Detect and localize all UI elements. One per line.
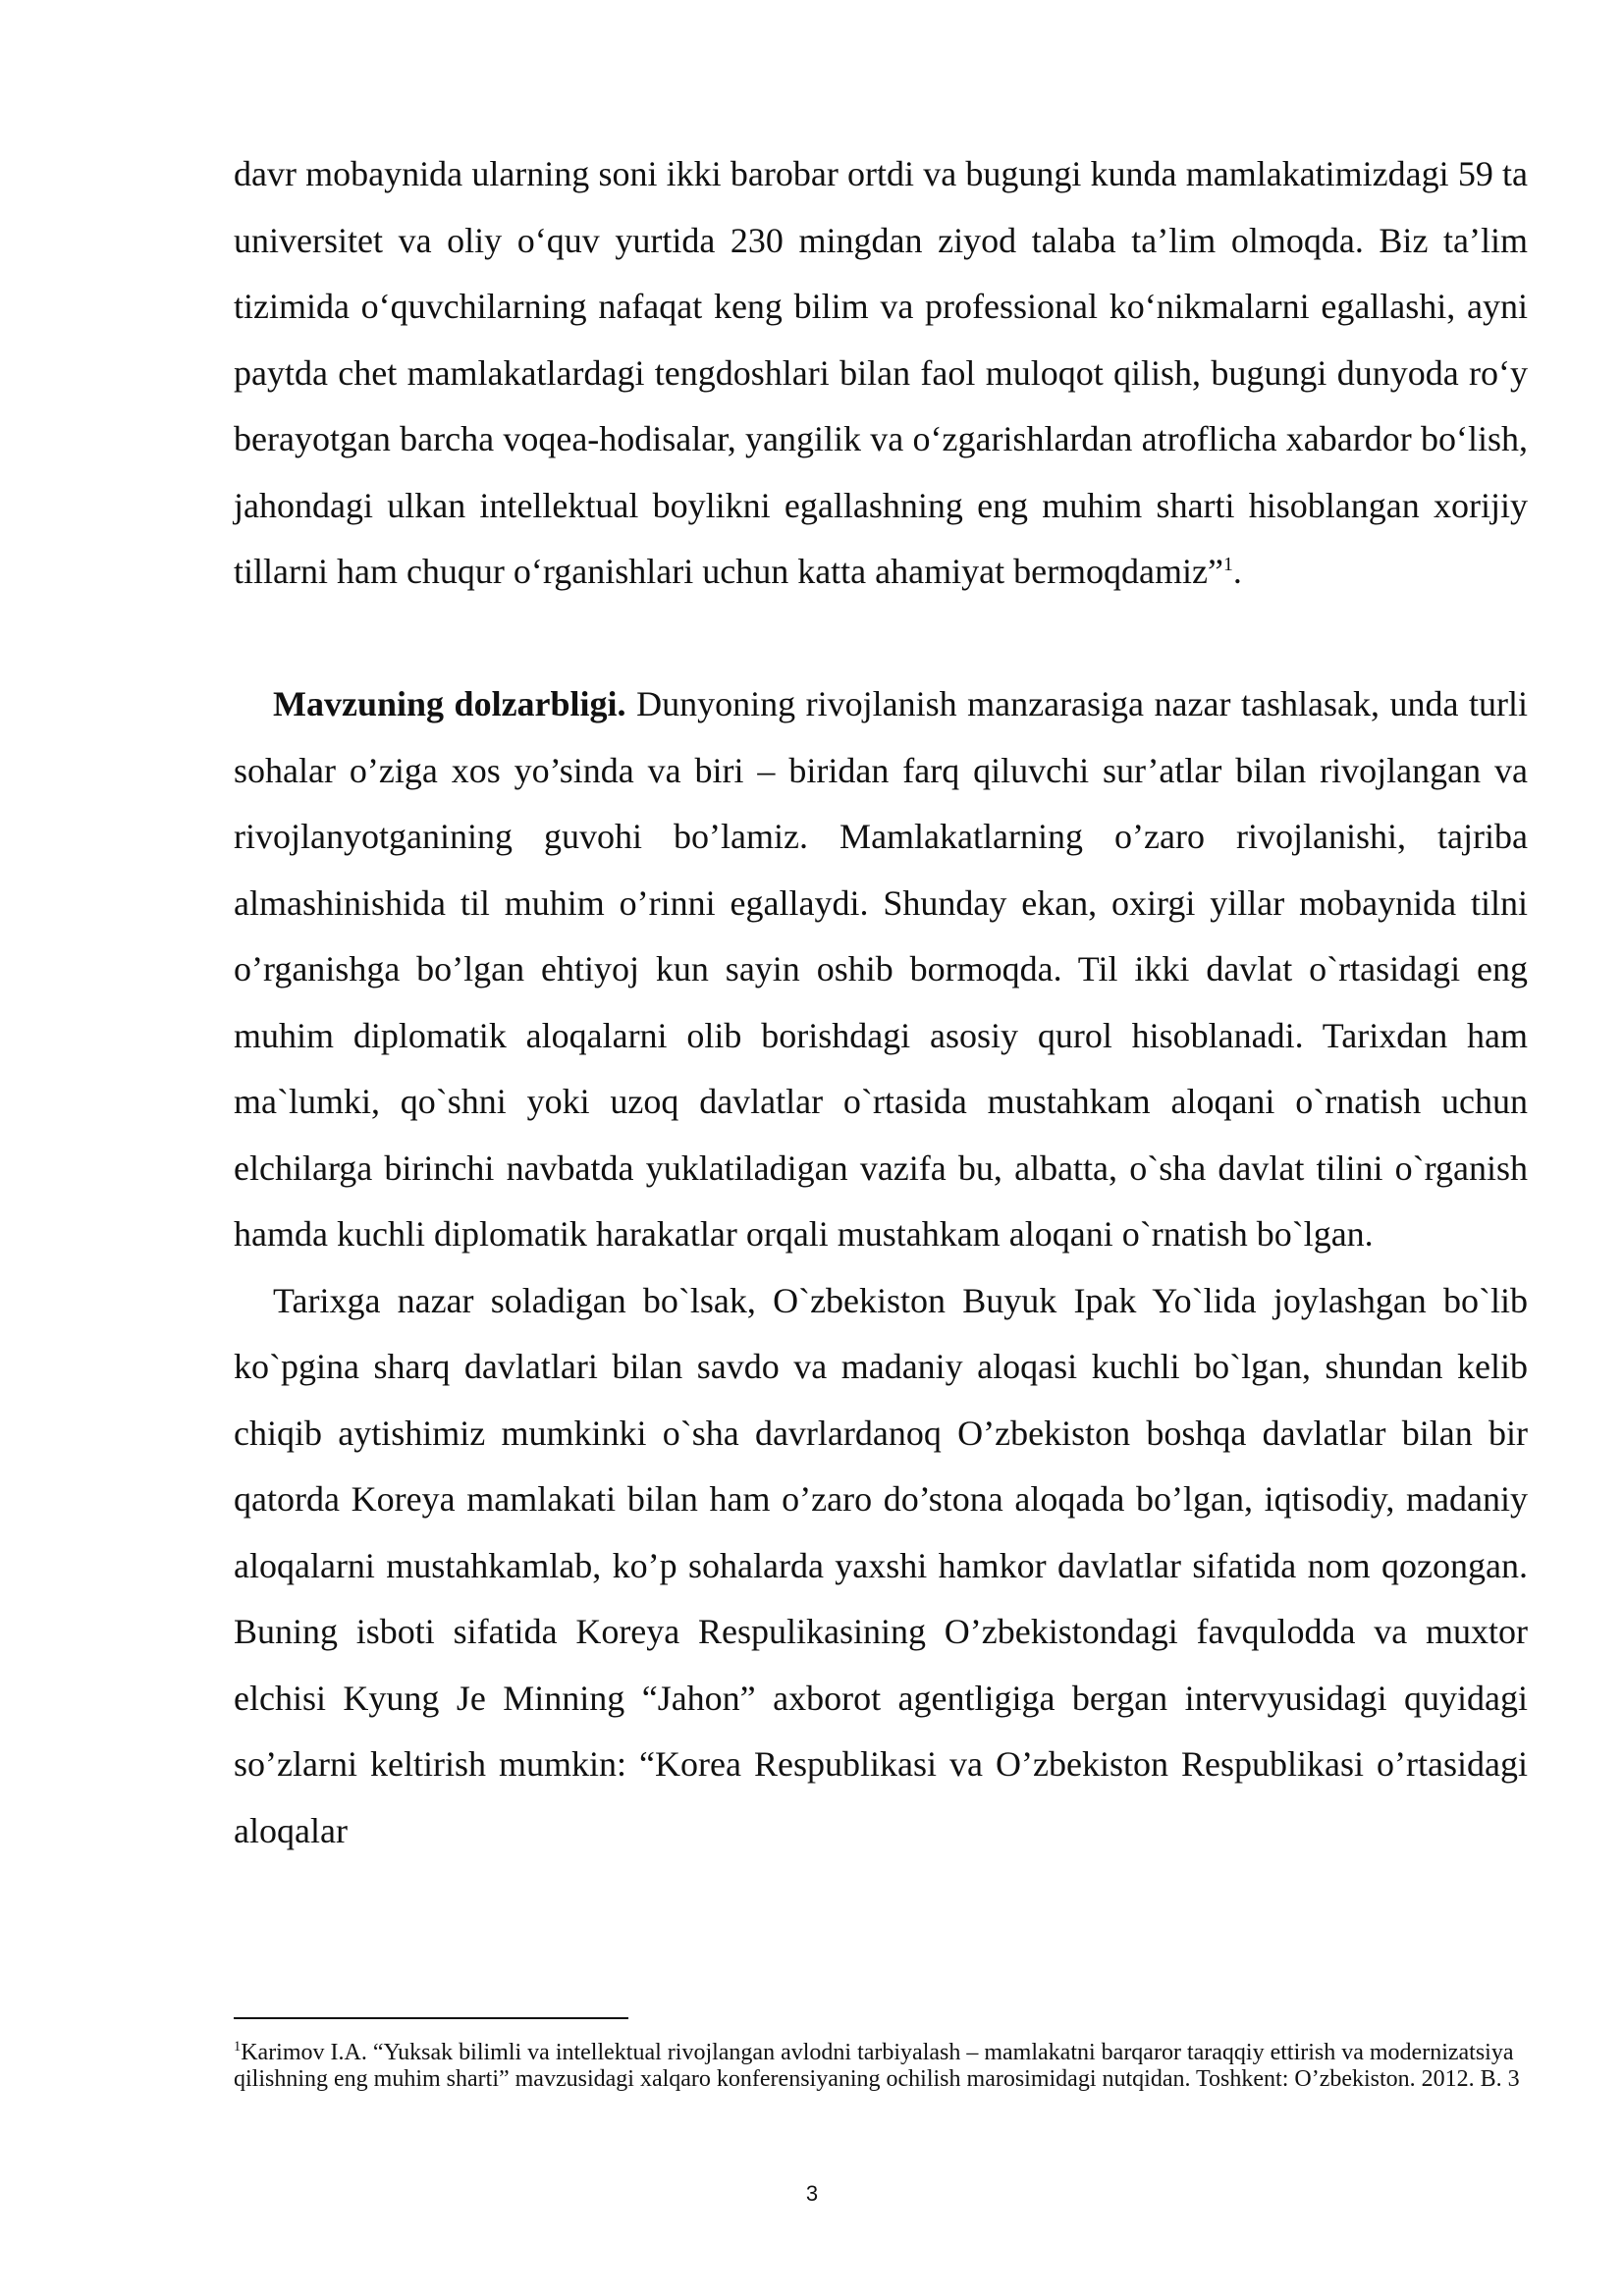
section-heading: Mavzuning dolzarbligi. <box>273 684 626 723</box>
paragraph-text: Dunyoning rivojlanish manzarasiga nazar tashlasak, unda turli sohalar o’ziga xos yo’sinda va biri – biridan farq qiluvchi sur’atlar bilan rivojlangan va rivojlanyotganining guvohi bo’lamiz. Mamlakatlarning o’zaro rivojlanishi, tajriba almashinishida til muhim o’rinni egallaydi. Shunday ekan, oxirgi yillar mobaynida tilni o’rganishga bo’lgan ehtiyoj kun sayin oshib bormoqda. Til ikki davlat o`rtasidagi eng muhim diplomatik aloqalarni olib borishdagi asosiy qurol hisoblanadi. Tarixdan ham ma`lumki, qo`shni yoki uzoq davlatlar o`rtasida mustahkam aloqani o`rnatish uchun elchilarga birinchi navbatda yuklatiladigan vazifa bu, albatta, o`sha davlat tilini o`rganish hamda kuchli diplomatik harakatlar orqali mustahkam aloqani o`rnatish bo`lgan. <box>234 684 1529 1254</box>
paragraph-text: Tarixga nazar soladigan bo`lsak, O`zbekiston Buyuk Ipak Yo`lida joylashgan bo`lib ko`pgina sharq davlatlari bilan savdo va madaniy aloqasi kuchli bo`lgan, shundan kelib chiqib aytishimiz mumkinki o`sha davrlardanoq O’zbekiston boshqa davlatlar bilan bir qatorda Koreya mamlakati bilan ham o’zaro do’stona aloqada bo’lgan, iqtisodiy, madaniy aloqalarni mustahkamlab, ko’p sohalarda yaxshi hamkor davlatlar sifatida nom qozongan. Buning isboti sifatida Koreya Respulikasining O’zbekistondagi favqulodda va muxtor elchisi Kyung Je Minning “Jahon” axborot agentligiga bergan intervyusidagi quyidagi so’zlarni keltirish mumkin: “Korea Respublikasi va O’zbekiston Respublikasi o’rtasidagi aloqalar <box>234 1280 1528 1850</box>
paragraph-text: davr mobaynida ularning soni ikki barobar ortdi va bugungi kunda mamlakatimizdagi 59 ta universitet va oliy o‘quv yurtida 230 mingdan ziyod talaba ta’lim olmoqda. Biz ta’lim tizimida o‘quvchilarning nafaqat keng bilim va professional ko‘nikmalarni egallashi, ayni paytda chet mamlakatlardagi tengdoshlari bilan faol muloqot qilish, bugungi dunyoda ro‘y berayotgan barcha voqea-hodisalar, yangilik va o‘zgarishlardan atroflicha xabardor bo‘lish, jahondagi ulkan intellektual boylikni egallashning eng muhim sharti hisoblangan xorijiy tillarni ham chuqur o‘rganishlari uchun katta ahamiyat bermoqdamiz” <box>234 154 1528 591</box>
page-number: 3 <box>805 2181 819 2206</box>
footnote-reference: 1 <box>1223 554 1233 575</box>
footnote-number: 1 <box>234 2039 242 2055</box>
footnote-separator <box>234 2017 628 2019</box>
paragraph-end: . <box>1232 552 1242 591</box>
paragraph-quote-continuation <box>234 141 1528 671</box>
paragraph-history <box>234 1268 1528 1865</box>
paragraph-relevance <box>234 671 1528 1268</box>
body-text <box>234 141 1528 1864</box>
footnote <box>234 2040 1528 2093</box>
footnote-text: Karimov I.A. “Yuksak bilimli va intellektual rivojlangan avlodni tarbiyalash – mamlakatni barqaror taraqqiy ettirish va modernizatsiya qilishning eng muhim sharti” mavzusidagi xalqaro konferensiyaning ochilish marosimidagi nutqidan. Toshkent: O’zbekiston. 2012. B. 3 <box>234 2040 1520 2092</box>
